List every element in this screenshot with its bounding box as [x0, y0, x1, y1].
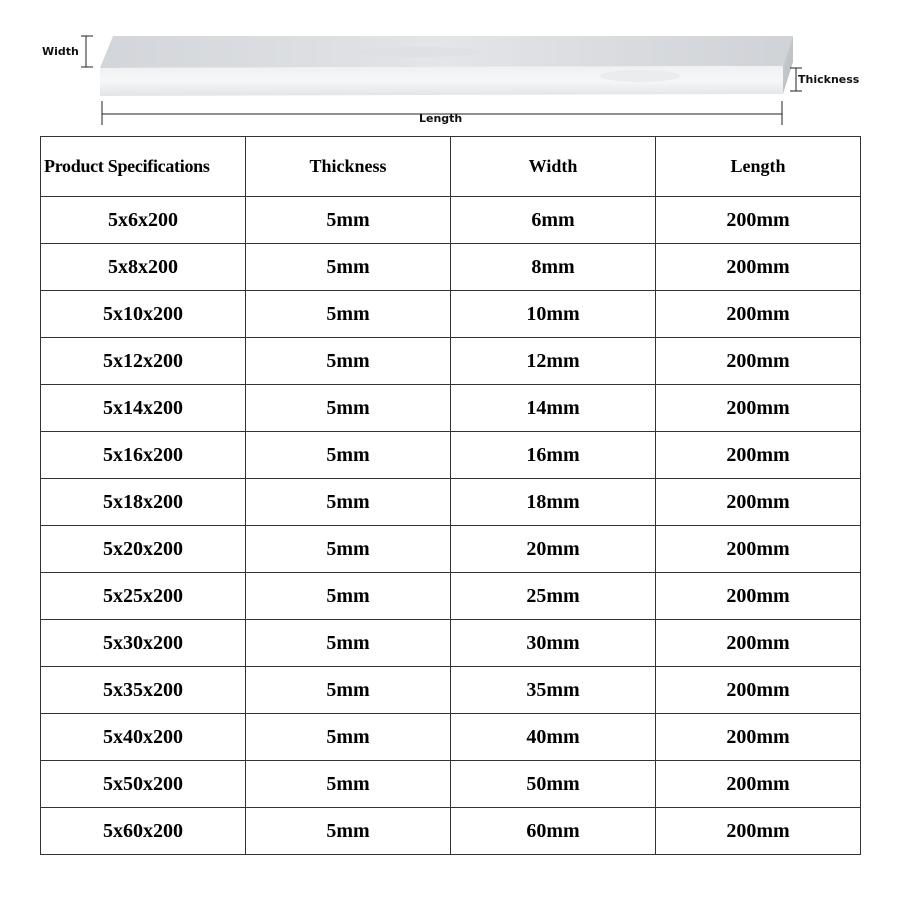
- cell-thickness: 5mm: [246, 432, 451, 479]
- cell-thickness: 5mm: [246, 244, 451, 291]
- cell-width: 14mm: [451, 385, 656, 432]
- cell-spec: 5x40x200: [41, 714, 246, 761]
- table-row: [41, 479, 861, 526]
- cell-spec: 5x14x200: [41, 385, 246, 432]
- cell-length: 200mm: [656, 432, 861, 479]
- cell-thickness: 5mm: [246, 667, 451, 714]
- table-row: [41, 338, 861, 385]
- cell-width: 16mm: [451, 432, 656, 479]
- table-row: [41, 526, 861, 573]
- cell-thickness: 5mm: [246, 714, 451, 761]
- cell-thickness: 5mm: [246, 338, 451, 385]
- cell-length: 200mm: [656, 620, 861, 667]
- cell-thickness: 5mm: [246, 479, 451, 526]
- cell-length: 200mm: [656, 526, 861, 573]
- table-row: [41, 714, 861, 761]
- cell-length: 200mm: [656, 479, 861, 526]
- cell-width: 18mm: [451, 479, 656, 526]
- cell-spec: 5x12x200: [41, 338, 246, 385]
- cell-length: 200mm: [656, 338, 861, 385]
- cell-thickness: 5mm: [246, 620, 451, 667]
- product-diagram: [0, 0, 900, 135]
- length-label: Length: [419, 112, 463, 125]
- header-width: Width: [451, 137, 656, 197]
- cell-length: 200mm: [656, 573, 861, 620]
- cell-width: 50mm: [451, 761, 656, 808]
- cell-spec: 5x35x200: [41, 667, 246, 714]
- bar-front-face: [100, 66, 783, 96]
- cell-length: 200mm: [656, 808, 861, 855]
- header-length: Length: [656, 137, 861, 197]
- cell-spec: 5x25x200: [41, 573, 246, 620]
- cell-width: 35mm: [451, 667, 656, 714]
- table-row: [41, 197, 861, 244]
- width-dimension-marker: [81, 36, 93, 67]
- table-row: [41, 244, 861, 291]
- cell-thickness: 5mm: [246, 573, 451, 620]
- cell-thickness: 5mm: [246, 291, 451, 338]
- cell-width: 60mm: [451, 808, 656, 855]
- table-header-row: [41, 137, 861, 197]
- table-row: [41, 385, 861, 432]
- cell-spec: 5x50x200: [41, 761, 246, 808]
- header-product-specifications: Product Specifications: [41, 137, 246, 197]
- cell-spec: 5x20x200: [41, 526, 246, 573]
- cell-length: 200mm: [656, 667, 861, 714]
- cell-length: 200mm: [656, 385, 861, 432]
- cell-length: 200mm: [656, 714, 861, 761]
- table-row: [41, 573, 861, 620]
- cell-length: 200mm: [656, 761, 861, 808]
- table-row: [41, 620, 861, 667]
- cell-length: 200mm: [656, 244, 861, 291]
- cell-width: 12mm: [451, 338, 656, 385]
- cell-width: 25mm: [451, 573, 656, 620]
- cell-spec: 5x30x200: [41, 620, 246, 667]
- table-row: [41, 432, 861, 479]
- cell-spec: 5x6x200: [41, 197, 246, 244]
- specifications-table: [40, 136, 861, 855]
- cell-length: 200mm: [656, 291, 861, 338]
- cell-spec: 5x8x200: [41, 244, 246, 291]
- table-row: [41, 667, 861, 714]
- cell-thickness: 5mm: [246, 385, 451, 432]
- table-row: [41, 761, 861, 808]
- width-label: Width: [42, 45, 79, 58]
- cell-thickness: 5mm: [246, 197, 451, 244]
- cell-width: 30mm: [451, 620, 656, 667]
- cell-thickness: 5mm: [246, 808, 451, 855]
- cell-thickness: 5mm: [246, 526, 451, 573]
- thickness-label: Thickness: [798, 73, 860, 86]
- cell-thickness: 5mm: [246, 761, 451, 808]
- cell-width: 6mm: [451, 197, 656, 244]
- cell-width: 8mm: [451, 244, 656, 291]
- cell-width: 40mm: [451, 714, 656, 761]
- cell-width: 20mm: [451, 526, 656, 573]
- cell-spec: 5x18x200: [41, 479, 246, 526]
- header-thickness: Thickness: [246, 137, 451, 197]
- cell-spec: 5x10x200: [41, 291, 246, 338]
- cell-width: 10mm: [451, 291, 656, 338]
- cell-length: 200mm: [656, 197, 861, 244]
- table-row: [41, 808, 861, 855]
- cell-spec: 5x60x200: [41, 808, 246, 855]
- table-row: [41, 291, 861, 338]
- cell-spec: 5x16x200: [41, 432, 246, 479]
